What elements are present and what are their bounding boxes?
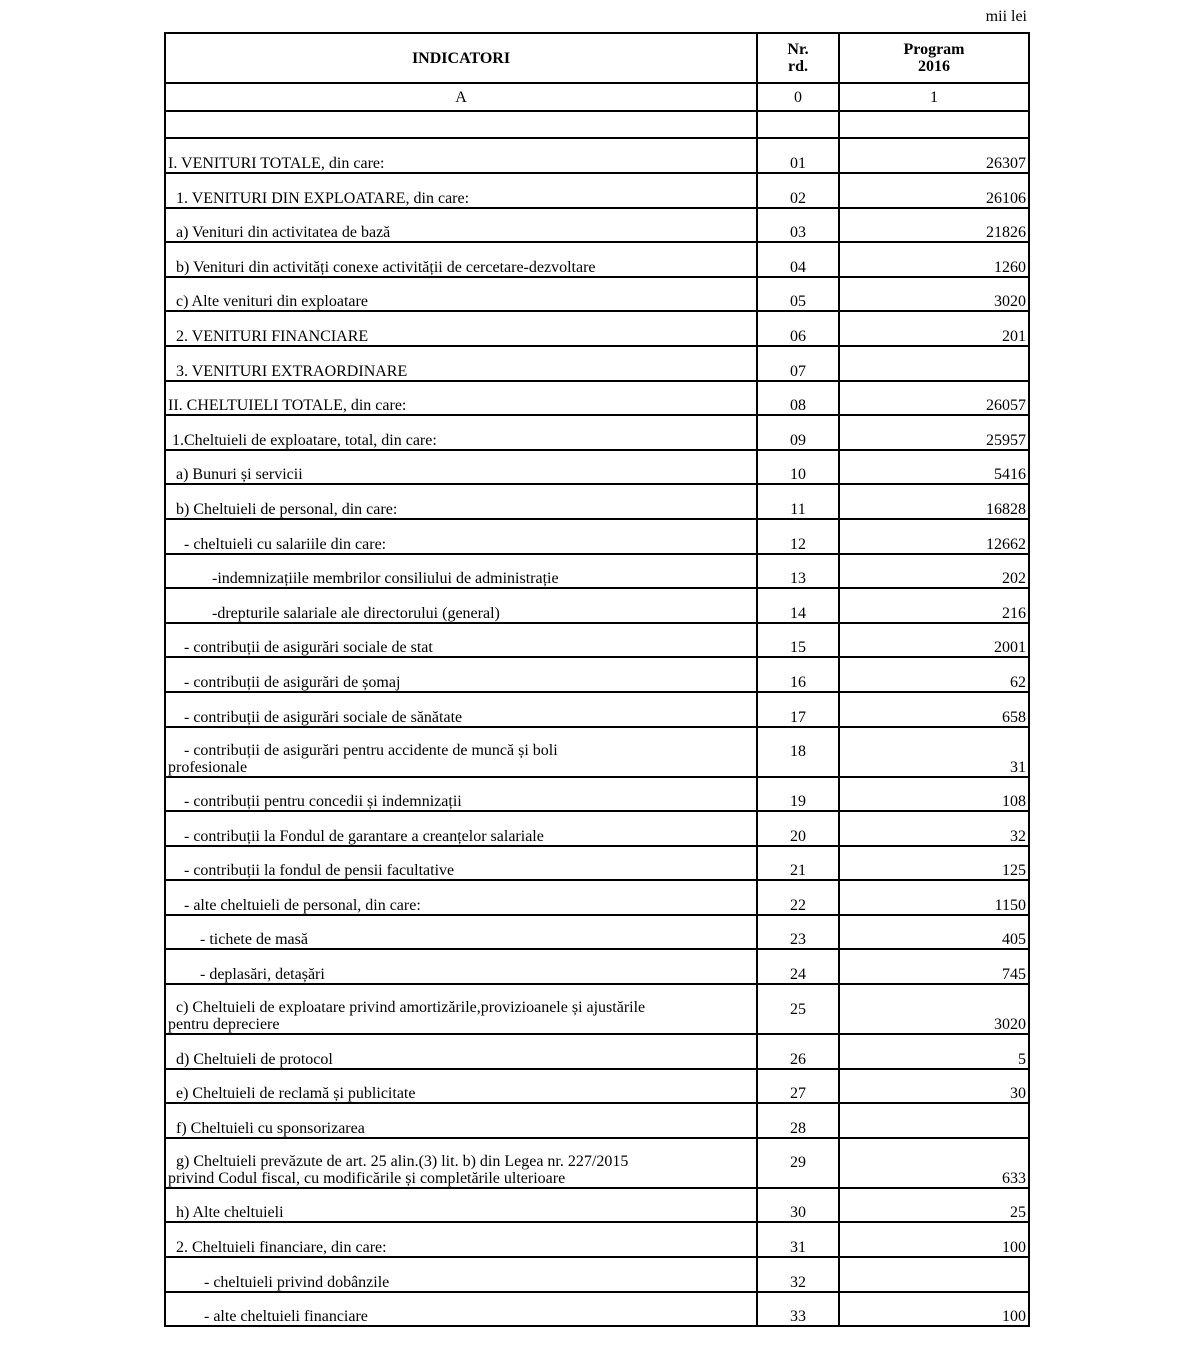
table-row bbox=[165, 1292, 1029, 1327]
row-label: - cheltuieli cu salariile din care: bbox=[165, 519, 757, 554]
row-value: 1260 bbox=[839, 242, 1029, 277]
column-index-0: 0 bbox=[757, 83, 839, 111]
row-value: 216 bbox=[839, 588, 1029, 623]
row-label: 2. VENITURI FINANCIARE bbox=[165, 311, 757, 346]
row-value: 16828 bbox=[839, 484, 1029, 519]
row-number: 25 bbox=[757, 984, 839, 1034]
row-label: g) Cheltuieli prevăzute de art. 25 alin.(3) lit. b) din Legea nr. 227/2015 privind Codul fiscal, cu modificările și completările ulterioare bbox=[165, 1138, 757, 1188]
table-row bbox=[165, 208, 1029, 243]
row-value: 633 bbox=[839, 1138, 1029, 1188]
header-nr-line1: Nr. bbox=[787, 41, 809, 58]
row-value: 26307 bbox=[839, 138, 1029, 173]
table-row bbox=[165, 242, 1029, 277]
row-value: 2001 bbox=[839, 623, 1029, 658]
row-number: 19 bbox=[757, 777, 839, 812]
row-number: 12 bbox=[757, 519, 839, 554]
row-label: h) Alte cheltuieli bbox=[165, 1188, 757, 1223]
table-row bbox=[165, 381, 1029, 416]
table-row bbox=[165, 777, 1029, 812]
unit-label: mii lei bbox=[985, 8, 1027, 25]
row-label: c) Cheltuieli de exploatare privind amortizările,provizioanele și ajustările pentru depreciere bbox=[165, 984, 757, 1034]
column-index-1: 1 bbox=[839, 83, 1029, 111]
row-number: 22 bbox=[757, 880, 839, 915]
row-label: - contribuții de asigurări de șomaj bbox=[165, 657, 757, 692]
table-row bbox=[165, 138, 1029, 173]
row-number: 29 bbox=[757, 1138, 839, 1188]
row-number: 18 bbox=[757, 727, 839, 777]
row-label: - deplasări, detașări bbox=[165, 949, 757, 984]
row-value: 21826 bbox=[839, 208, 1029, 243]
row-number: 20 bbox=[757, 811, 839, 846]
row-value: 201 bbox=[839, 311, 1029, 346]
header-program-line1: Program bbox=[903, 41, 965, 58]
row-value: 31 bbox=[839, 727, 1029, 777]
row-value: 30 bbox=[839, 1069, 1029, 1104]
row-label: b) Cheltuieli de personal, din care: bbox=[165, 484, 757, 519]
header-nr-line2: rd. bbox=[788, 58, 808, 75]
table-row bbox=[165, 657, 1029, 692]
row-label: a) Venituri din activitatea de bază bbox=[165, 208, 757, 243]
row-number: 16 bbox=[757, 657, 839, 692]
table-row bbox=[165, 880, 1029, 915]
table-row bbox=[165, 1103, 1029, 1138]
table-row bbox=[165, 915, 1029, 950]
row-number: 17 bbox=[757, 692, 839, 727]
row-number: 07 bbox=[757, 346, 839, 381]
row-value: 100 bbox=[839, 1292, 1029, 1327]
row-value: 125 bbox=[839, 846, 1029, 881]
row-number: 04 bbox=[757, 242, 839, 277]
row-number: 27 bbox=[757, 1069, 839, 1104]
row-label: 1. VENITURI DIN EXPLOATARE, din care: bbox=[165, 173, 757, 208]
row-label: 1.Cheltuieli de exploatare, total, din care: bbox=[165, 415, 757, 450]
row-label: - contribuții de asigurări sociale de stat bbox=[165, 623, 757, 658]
row-value bbox=[839, 1103, 1029, 1138]
row-label: c) Alte venituri din exploatare bbox=[165, 277, 757, 312]
row-number: 24 bbox=[757, 949, 839, 984]
spacer-cell bbox=[839, 111, 1029, 138]
row-label: d) Cheltuieli de protocol bbox=[165, 1034, 757, 1069]
row-label: a) Bunuri și servicii bbox=[165, 450, 757, 485]
table-row bbox=[165, 588, 1029, 623]
row-number: 08 bbox=[757, 381, 839, 416]
row-label: - tichete de masă bbox=[165, 915, 757, 950]
row-label: -drepturile salariale ale directorului (general) bbox=[165, 588, 757, 623]
budget-table bbox=[164, 32, 1030, 1327]
column-index-row bbox=[165, 83, 1029, 111]
row-number: 10 bbox=[757, 450, 839, 485]
row-value: 5 bbox=[839, 1034, 1029, 1069]
row-number: 21 bbox=[757, 846, 839, 881]
header-nr-rd bbox=[757, 33, 839, 83]
row-value: 3020 bbox=[839, 277, 1029, 312]
row-value: 5416 bbox=[839, 450, 1029, 485]
table-row bbox=[165, 173, 1029, 208]
table-row bbox=[165, 692, 1029, 727]
table-row bbox=[165, 623, 1029, 658]
table-row bbox=[165, 484, 1029, 519]
table-row bbox=[165, 727, 1029, 777]
row-value: 12662 bbox=[839, 519, 1029, 554]
row-number: 14 bbox=[757, 588, 839, 623]
row-number: 23 bbox=[757, 915, 839, 950]
row-number: 30 bbox=[757, 1188, 839, 1223]
row-number: 33 bbox=[757, 1292, 839, 1327]
column-index-a: A bbox=[165, 83, 757, 111]
row-value: 25957 bbox=[839, 415, 1029, 450]
table-row bbox=[165, 1257, 1029, 1292]
row-number: 31 bbox=[757, 1222, 839, 1257]
spacer-cell bbox=[757, 111, 839, 138]
row-value: 745 bbox=[839, 949, 1029, 984]
row-label: f) Cheltuieli cu sponsorizarea bbox=[165, 1103, 757, 1138]
table-row bbox=[165, 1138, 1029, 1188]
row-label: - contribuții de asigurări pentru accidente de muncă și boli profesionale bbox=[165, 727, 757, 777]
table-row bbox=[165, 984, 1029, 1034]
table-row bbox=[165, 1188, 1029, 1223]
row-value: 26106 bbox=[839, 173, 1029, 208]
row-value: 1150 bbox=[839, 880, 1029, 915]
table-row bbox=[165, 1222, 1029, 1257]
table-row bbox=[165, 554, 1029, 589]
row-number: 03 bbox=[757, 208, 839, 243]
table-row bbox=[165, 311, 1029, 346]
row-value bbox=[839, 346, 1029, 381]
header-program-line2: 2016 bbox=[918, 58, 950, 75]
row-label: - contribuții de asigurări sociale de sănătate bbox=[165, 692, 757, 727]
row-value: 108 bbox=[839, 777, 1029, 812]
spacer-row bbox=[165, 111, 1029, 138]
row-value: 202 bbox=[839, 554, 1029, 589]
row-value: 658 bbox=[839, 692, 1029, 727]
row-value: 25 bbox=[839, 1188, 1029, 1223]
row-value bbox=[839, 1257, 1029, 1292]
row-label: II. CHELTUIELI TOTALE, din care: bbox=[165, 381, 757, 416]
table-row bbox=[165, 346, 1029, 381]
row-number: 09 bbox=[757, 415, 839, 450]
row-value: 405 bbox=[839, 915, 1029, 950]
row-value: 32 bbox=[839, 811, 1029, 846]
row-number: 02 bbox=[757, 173, 839, 208]
header-indicatori: INDICATORI bbox=[165, 33, 757, 83]
table-body bbox=[165, 138, 1029, 1326]
row-label: e) Cheltuieli de reclamă și publicitate bbox=[165, 1069, 757, 1104]
row-value: 62 bbox=[839, 657, 1029, 692]
row-label: - cheltuieli privind dobânzile bbox=[165, 1257, 757, 1292]
row-label: -indemnizațiile membrilor consiliului de administrație bbox=[165, 554, 757, 589]
row-label: - alte cheltuieli de personal, din care: bbox=[165, 880, 757, 915]
table-row bbox=[165, 1034, 1029, 1069]
header-program bbox=[839, 33, 1029, 83]
row-number: 11 bbox=[757, 484, 839, 519]
row-value: 26057 bbox=[839, 381, 1029, 416]
row-number: 26 bbox=[757, 1034, 839, 1069]
table-row bbox=[165, 949, 1029, 984]
row-number: 28 bbox=[757, 1103, 839, 1138]
table-row bbox=[165, 1069, 1029, 1104]
row-number: 01 bbox=[757, 138, 839, 173]
row-value: 100 bbox=[839, 1222, 1029, 1257]
row-label: 3. VENITURI EXTRAORDINARE bbox=[165, 346, 757, 381]
header-row bbox=[165, 33, 1029, 83]
row-number: 06 bbox=[757, 311, 839, 346]
row-number: 32 bbox=[757, 1257, 839, 1292]
table-row bbox=[165, 519, 1029, 554]
table-row bbox=[165, 846, 1029, 881]
spacer-cell bbox=[165, 111, 757, 138]
table-row bbox=[165, 811, 1029, 846]
row-label: I. VENITURI TOTALE, din care: bbox=[165, 138, 757, 173]
row-label: - contribuții pentru concedii și indemnizații bbox=[165, 777, 757, 812]
table-row bbox=[165, 450, 1029, 485]
row-number: 13 bbox=[757, 554, 839, 589]
row-number: 05 bbox=[757, 277, 839, 312]
row-value: 3020 bbox=[839, 984, 1029, 1034]
row-label: - alte cheltuieli financiare bbox=[165, 1292, 757, 1327]
row-label: - contribuții la fondul de pensii facultative bbox=[165, 846, 757, 881]
row-label: 2. Cheltuieli financiare, din care: bbox=[165, 1222, 757, 1257]
row-label: - contribuții la Fondul de garantare a creanțelor salariale bbox=[165, 811, 757, 846]
row-label: b) Venituri din activități conexe activității de cercetare-dezvoltare bbox=[165, 242, 757, 277]
table-row bbox=[165, 415, 1029, 450]
row-number: 15 bbox=[757, 623, 839, 658]
table-row bbox=[165, 277, 1029, 312]
